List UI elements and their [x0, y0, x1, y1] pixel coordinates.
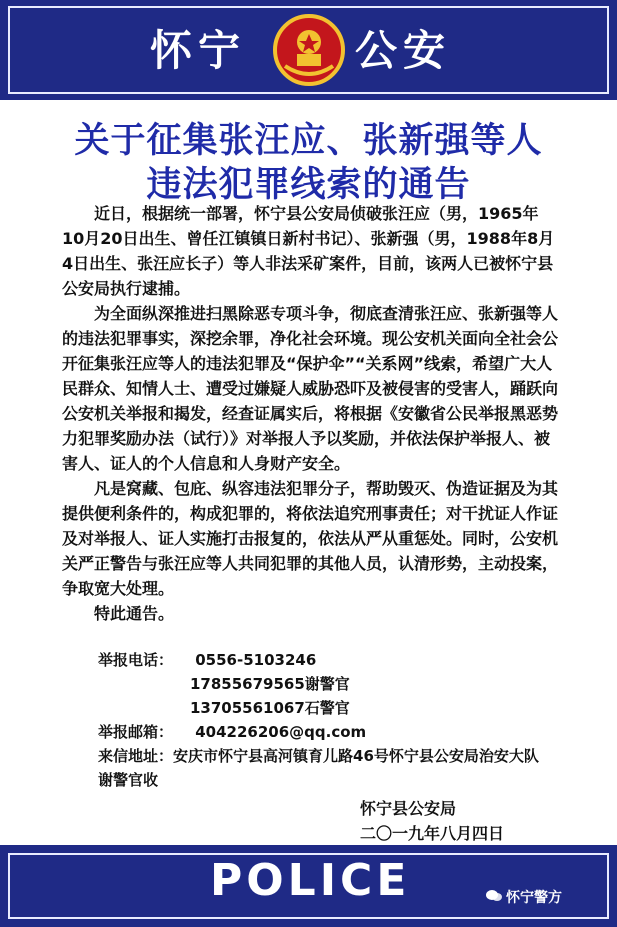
paragraph-3: 凡是窝藏、包庇、纵容违法犯罪分子，帮助毁灭、伪造证据及为其提供便利条件的，构成犯罪的，将依法追究刑事责任；对干扰证人作证及对举报人、证人实施打击报复的，依法从严从重惩处。同时，公安机关严正警告与张汪应等人共同犯罪的其他人员，认清形势，主动投案，争取宽大处理。 [62, 479, 559, 598]
contact-address-block [98, 744, 558, 792]
notice-title-line-2: 违法犯罪线索的通告 [146, 165, 471, 205]
notice-title-line-1: 关于征集张汪应、张新强等人 [74, 121, 543, 161]
contact-email-block [98, 720, 598, 744]
footer-police-text: POLICE [210, 855, 411, 906]
email-value: 404226206@qq.com [195, 723, 367, 741]
wechat-account-name: 怀宁警方 [506, 890, 562, 906]
signature-org: 怀宁县公安局 [360, 799, 457, 818]
header-title-left: 怀宁 [150, 26, 247, 75]
notice-body [62, 201, 559, 626]
address-value: 安庆市怀宁县高河镇育儿路46号怀宁县公安局治安大队 谢警官收 [98, 747, 539, 789]
signature-date: 二〇一九年八月四日 [360, 824, 505, 843]
signature-block [360, 796, 504, 846]
header-title-right: 公安 [355, 26, 452, 75]
phone-number-3: 13705561067石警官 [190, 699, 350, 717]
phone-number-1: 0556-5103246 [195, 651, 317, 669]
address-label: 来信地址： [98, 747, 174, 765]
phone-number-2: 17855679565谢警官 [190, 675, 350, 693]
paragraph-2: 为全面纵深推进扫黑除恶专项斗争，彻底查清张汪应、张新强等人的违法犯罪事实，深挖余罪，净化社会环境。现公安机关面向全社会公开征集张汪应等人的违法犯罪及“保护伞”“关系网”线索，希望广大人民群众、知情人士、遭受过嫌疑人威胁恐吓及被侵害的受害人，踊跃向公安机关举报和揭发，经查证属实后，将根据《安徽省公民举报黑恶势力犯罪奖励办法（试行）》对举报人予以奖励，并依法保护举报人、被害人、证人的个人信息和人身财产安全。 [62, 304, 559, 473]
footer-banner [0, 845, 617, 927]
paragraph-1: 近日，根据统一部署，怀宁县公安局侦破张汪应（男，1965年10月20日出生、曾任江镇镇日新村书记）、张新强（男，1988年8月4日出生、张汪应长子）等人非法采矿案件，目前，该两人已被怀宁县公安局执行逮捕。 [62, 204, 555, 298]
contact-phone-block [98, 648, 598, 720]
police-emblem-icon [271, 12, 347, 88]
wechat-icon [486, 889, 502, 903]
email-label: 举报邮箱： [98, 723, 174, 741]
phone-label: 举报电话： [98, 651, 174, 669]
paragraph-4: 特此通告。 [94, 604, 175, 623]
header-banner [0, 0, 617, 100]
